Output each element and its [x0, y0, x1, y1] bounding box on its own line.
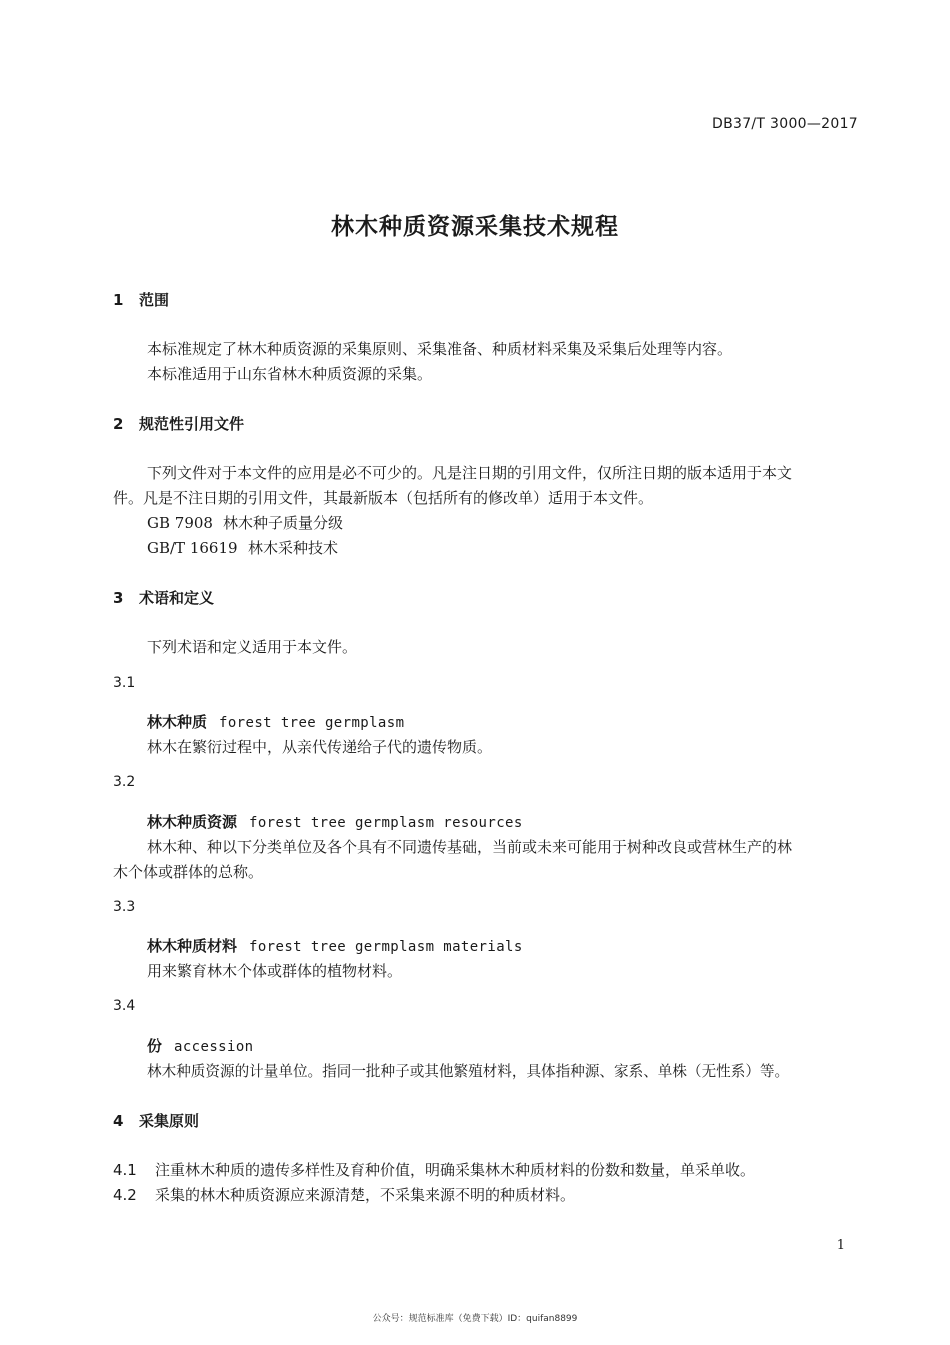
section-4-heading	[113, 1110, 199, 1131]
clause-number: 4.1	[113, 1161, 137, 1179]
term-chinese: 林木种质资源	[147, 813, 238, 831]
document-title: 林木种质资源采集技术规程	[331, 214, 619, 240]
section-number: 3	[113, 589, 124, 607]
term-number: 3.4	[113, 998, 136, 1014]
terms-intro: 下列术语和定义适用于本文件。	[147, 638, 358, 656]
section-number: 2	[113, 415, 124, 433]
section-title: 术语和定义	[139, 589, 215, 607]
clause-item	[113, 1159, 755, 1180]
reference-item	[147, 537, 338, 558]
section-title: 规范性引用文件	[139, 415, 245, 433]
term-definition: 用来繁育林木个体或群体的植物材料。	[147, 962, 403, 980]
clause-item	[113, 1184, 575, 1205]
term-chinese: 林木种质材料	[147, 937, 238, 955]
scope-paragraph-2: 本标准适用于山东省林木种质资源的采集。	[147, 365, 433, 383]
section-3-heading	[113, 587, 214, 608]
section-title: 范围	[139, 291, 170, 309]
section-2-heading	[113, 413, 244, 434]
reference-name: 林木采种技术	[248, 539, 339, 557]
term-english: forest tree germplasm materials	[249, 939, 523, 955]
term-definition-line-2: 木个体或群体的总称。	[113, 863, 264, 881]
section-1-heading	[113, 289, 169, 310]
section-number: 4	[113, 1112, 124, 1130]
term-heading	[147, 711, 404, 732]
page-number: 1	[836, 1238, 845, 1253]
term-heading	[147, 935, 523, 956]
term-definition: 林木种质资源的计量单位。指同一批种子或其他繁殖材料，具体指种源、家系、单株（无性系）等。	[147, 1063, 790, 1080]
document-code: DB37/T 3000—2017	[712, 116, 858, 132]
references-paragraph-line-2: 件。凡是不注日期的引用文件，其最新版本（包括所有的修改单）适用于本文件。	[113, 489, 654, 507]
footer-note: 公众号：规范标准库（免费下载）ID：quifan8899	[372, 1314, 578, 1324]
clause-text: 注重林木种质的遗传多样性及育种价值，明确采集林木种质材料的份数和数量，单采单收。	[155, 1161, 756, 1179]
term-heading	[147, 811, 523, 832]
scope-paragraph-1: 本标准规定了林木种质资源的采集原则、采集准备、种质材料采集及采集后处理等内容。	[147, 340, 733, 358]
term-english: forest tree germplasm resources	[249, 815, 523, 831]
section-number: 1	[113, 291, 124, 309]
reference-code: GB 7908	[147, 514, 213, 532]
term-english: accession	[174, 1039, 254, 1055]
term-chinese: 林木种质	[147, 713, 208, 731]
term-number: 3.1	[113, 675, 136, 691]
reference-item	[147, 512, 343, 533]
references-paragraph-line-1: 下列文件对于本文件的应用是必不可少的。凡是注日期的引用文件，仅所注日期的版本适用于本文	[147, 464, 793, 482]
reference-code: GB/T 16619	[147, 539, 238, 557]
term-number: 3.3	[113, 899, 136, 915]
term-chinese: 份	[147, 1037, 163, 1055]
term-number: 3.2	[113, 774, 136, 790]
term-definition-line-1: 林木种、种以下分类单位及各个具有不同遗传基础，当前或未来可能用于树种改良或营林生产的林	[147, 838, 793, 856]
reference-name: 林木种子质量分级	[223, 514, 344, 532]
term-english: forest tree germplasm	[219, 715, 405, 731]
clause-text: 采集的林木种质资源应来源清楚，不采集来源不明的种质材料。	[155, 1186, 576, 1204]
section-title: 采集原则	[139, 1112, 200, 1130]
clause-number: 4.2	[113, 1186, 137, 1204]
term-definition: 林木在繁衍过程中，从亲代传递给子代的遗传物质。	[147, 738, 493, 756]
term-heading	[147, 1035, 253, 1056]
